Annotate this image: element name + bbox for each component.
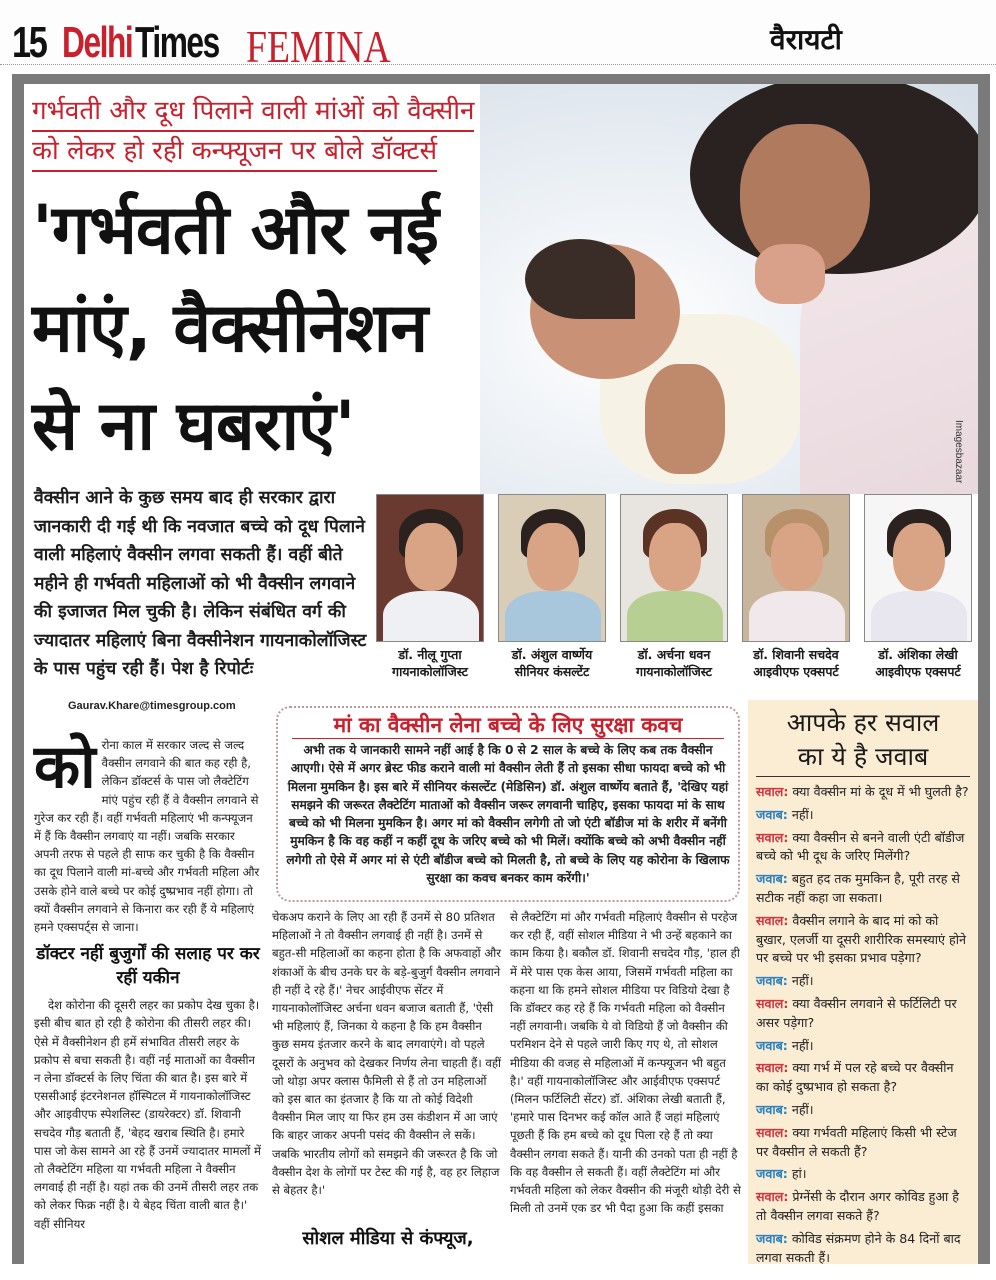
- doctor-photo: [864, 494, 972, 642]
- answer-label: जवाब:: [756, 1166, 788, 1182]
- doctor-role: गायनाकोलॉजिस्ट: [392, 664, 468, 679]
- qa-question: [756, 1124, 970, 1162]
- question-text: प्रेग्नेंसी के दौरान अगर कोविड हुआ है तो वैक्सीन लगवा सकते हैं?: [756, 1189, 959, 1223]
- question-text: क्या वैक्सीन लगवाने से फर्टिलिटी पर असर पड़ेगा?: [756, 995, 957, 1030]
- subheading: डॉक्टर नहीं बुजुर्गों की सलाह पर कर रहीं यकीन: [36, 944, 260, 989]
- doctor-card: [498, 494, 606, 680]
- photo-face: [649, 523, 701, 591]
- answer-text: बहुत हद तक मुमकिन है, पूरी तरह से सटीक नहीं कहा जा सकता।: [756, 871, 960, 905]
- qa-question: [756, 1188, 970, 1226]
- body-text: देश कोरोना की दूसरी लहर का प्रकोप देख चुका है। इसी बीच बात हो रही है कोरोना की तीसरी लहर की। ऐसे में वैक्सीनेशन ही हमें संभावित तीसरी लहर के प्रकोप से बचा सकती है। वहीं नई माताओं का वैक्सीन न लेना डॉक्टर्स के लिए चिंता की बात है। इस बारे में एससीआई इंटरनेशनल हॉस्पिटल में गायनाकोलॉजिस्ट और आइवीएफ स्पेशलिस्ट (डायरेक्टर) डॉ. शिवानी सचदेव गौड़ बताती हैं, 'बेहद खराब स्थिति है। हमारे पास जो केस सामने आ रहे हैं उनमें ज्यादातर मामलों में तो लैक्टेटिंग महिला या गर्भवती महिला ने वैक्सीन लगवाई ही नहीं है। यहां तक की उनमें तीसरी लहर तक को लेकर फिक्र नहीं है। ये बेहद चिंता वाली बात है।' वहीं सीनियर: [34, 998, 261, 1231]
- question-text: वैक्सीन लगाने के बाद मां को को बुखार, एलर्जी या दूसरी शारीरिक समस्याएं होने पर बच्चे पर भी इसका प्रभाव पड़ेगा?: [756, 912, 966, 966]
- box-body: अभी तक ये जानकारी सामने नहीं आई है कि 0 से 2 साल के बच्चे के लिए कब तक वैक्सीन आएगी। ऐसे में अगर ब्रेस्ट फीड कराने वाली मां वैक्सीन लेती हैं तो इसका सीधा फायदा बच्चे को भी मिलना मुमकिन है। इस बारे में सीनियर कंसल्टेंट (मेडिसिन) डॉ. अंशुल वार्ष्णेय बताते हैं, 'देखिए यहां समझने की जरूरत लैक्टेटिंग माताओं को वैक्सीन जरूर लगवानी चाहिए, इसका फायदा मां के साथ बच्चे को भी मिलना मुमकिन है। अगर मां को वैक्सीन लगेगी तो जो एंटी बॉडीज मां के शरीर में बनेंगी मुमकिन है कि वह कहीं न कहीं दूध के जरिए बच्चे को भी मिलें। क्योंकि बच्चे को अभी वैक्सीन नहीं लगेगी तो ऐसे में अगर मां से एंटी बॉडीज बच्चे को मिलती है, तो बच्चे के लिए यह कोरोना के खिलाफ सुरक्षा का कवच बनकर काम करेंगी।': [286, 743, 730, 886]
- qa-question: [756, 912, 970, 968]
- doctor-strip: [372, 494, 978, 694]
- qa-title: [756, 706, 970, 777]
- answer-label: जवाब:: [756, 871, 788, 887]
- doctor-card: [620, 494, 728, 680]
- qa-answer: [756, 806, 970, 825]
- answer-label: जवाब:: [756, 1230, 788, 1246]
- page-number: 15: [12, 18, 46, 67]
- doctor-photo: [498, 494, 606, 642]
- photo-face: [405, 523, 457, 591]
- answer-label: जवाब:: [756, 1037, 788, 1053]
- question-label: सवाल:: [756, 1189, 789, 1205]
- page-frame-right: [978, 74, 990, 1264]
- headline: [32, 182, 552, 476]
- headline-line: से ना घबराएं': [32, 387, 355, 466]
- article-column-1: [34, 732, 262, 1233]
- highlight-box: [276, 706, 740, 902]
- qa-title-line: आपके हर सवाल: [786, 708, 940, 737]
- answer-text: हां।: [791, 1166, 807, 1182]
- qa-sidebar: [748, 700, 978, 1264]
- kicker: [32, 92, 552, 172]
- qa-answer: [756, 1165, 970, 1184]
- qa-question: [756, 783, 970, 802]
- question-label: सवाल:: [756, 1124, 789, 1140]
- question-text: क्या गर्भ में पल रहे बच्चे पर वैक्सीन का कोई दुष्प्रभाव हो सकता है?: [756, 1060, 954, 1095]
- qa-answer: [756, 1037, 970, 1056]
- photo-hand: [755, 244, 825, 304]
- doctor-name: डॉ. अंशुल वार्ष्णेय: [511, 647, 593, 662]
- kicker-line: गर्भवती और दूध पिलाने वाली मांओं को वैक्सीन: [32, 92, 474, 132]
- doctor-name: डॉ. शिवानी सचदेव: [753, 647, 839, 662]
- qa-question: [756, 995, 970, 1033]
- brand-logo-delhi: Delhi: [62, 18, 133, 67]
- subheading: सोशल मीडिया से कंफ्यूज,: [302, 1228, 474, 1249]
- answer-label: जवाब:: [756, 973, 788, 989]
- doctor-role: आइवीएफ एक्सपर्ट: [875, 664, 961, 679]
- qa-answer: [756, 972, 970, 991]
- brand-logo-times: Times: [135, 18, 219, 67]
- headline-line: मांएं, वैक्सीनेशन: [32, 289, 428, 368]
- doctor-photo: [376, 494, 484, 642]
- answer-text: कोविड संक्रमण होने के 84 दिनों बाद लगवा सकती हैं।: [756, 1230, 961, 1264]
- photo-coat: [749, 591, 845, 642]
- page-frame-left: [12, 74, 24, 1264]
- doctor-role: आइवीएफ एक्सपर्ट: [753, 664, 839, 679]
- answer-text: नहीं।: [791, 1101, 814, 1117]
- byline-email[interactable]: Gaurav.Khare@timesgroup.com: [68, 700, 236, 712]
- photo-coat: [627, 591, 723, 642]
- photo-hand: [645, 364, 725, 474]
- brand-logo-femina: FEMINA: [246, 21, 391, 72]
- doctor-card: [864, 494, 972, 680]
- headline-line: 'गर्भवती और नई: [32, 191, 438, 270]
- question-label: सवाल:: [756, 995, 789, 1011]
- doctor-photo: [620, 494, 728, 642]
- question-label: सवाल:: [756, 784, 789, 799]
- body-text: रोना काल में सरकार जल्द से जल्द वैक्सीन लगवाने की बात कह रही है, लेकिन डॉक्टर्स के पास जो लैक्टेटिंग मांएं पहुंच रही हैं वे वैक्सीन लगवाने से गुरेज कर रही हैं। वहीं गर्भवती महिलाएं भी कन्फ्यूजन में हैं कि वैक्सीन लगवाएं या नहीं। जबकि सरकार अपनी तरफ से पहले ही साफ कर चुकी है कि वैक्सीन का दूध पिलाने वाली मां-बच्चे और गर्भवती महिला और उसके होने वाले बच्चे पर कोई दुष्प्रभाव नहीं होगा। तो क्यों वैक्सीन लगवाने से किनारा कर रही हैं ये महिलाएं हमने एक्सपर्ट्स से जाना।: [34, 738, 260, 935]
- qa-title-line: का ये है जवाब: [797, 742, 929, 771]
- answer-text: नहीं।: [791, 806, 814, 822]
- kicker-line: को लेकर हो रही कन्फ्यूजन पर बोले डॉक्टर्स: [32, 132, 437, 172]
- answer-label: जवाब:: [756, 1101, 788, 1117]
- answer-text: नहीं।: [791, 973, 814, 989]
- answer-label: जवाब:: [756, 806, 788, 822]
- photo-coat: [505, 591, 601, 642]
- intro-paragraph: वैक्सीन आने के कुछ समय बाद ही सरकार द्वारा जानकारी दी गई थी कि नवजात बच्चे को दूध पिलाने वाली महिलाएं वैक्सीन लगवा सकती हैं। वहीं बीते महीने ही गर्भवती महिलाओं को भी वैक्सीन लगवाने की इजाजत मिल चुकी है। लेकिन संबंधित वर्ग की ज्यादातर महिलाएं बिना वैक्सीनेशन गायनाकोलॉजिस्ट के पास पहुंच रही हैं। पेश है रिपोर्टः: [34, 488, 367, 679]
- photo-face: [527, 523, 579, 591]
- question-label: सवाल:: [756, 1060, 789, 1076]
- question-text: क्या गर्भवती महिलाएं किसी भी स्टेज पर वैक्सीन ले सकती हैं?: [756, 1124, 957, 1159]
- photo-credit: Imagesbazaar: [953, 420, 964, 484]
- qa-answer: [756, 870, 970, 908]
- doctor-name: डॉ. नीलू गुप्ता: [398, 647, 462, 662]
- page-frame-top: [12, 74, 990, 84]
- doctor-photo: [742, 494, 850, 642]
- answer-text: नहीं।: [791, 1037, 814, 1053]
- question-label: सवाल:: [756, 829, 789, 845]
- drop-cap: को: [34, 732, 96, 802]
- doctor-card: [376, 494, 484, 680]
- doctor-card: [742, 494, 850, 680]
- qa-question: [756, 829, 970, 867]
- qa-answer: [756, 1230, 970, 1264]
- doctor-role: गायनाकोलॉजिस्ट: [636, 664, 712, 679]
- masthead: [0, 0, 996, 72]
- question-text: क्या वैक्सीन से बनने वाली एंटी बॉडीज बच्चे को भी दूध के जरिए मिलेंगी?: [756, 829, 965, 864]
- qa-question: [756, 1059, 970, 1097]
- photo-coat: [383, 591, 479, 642]
- photo-face: [771, 523, 823, 591]
- doctor-name: डॉ. अर्चना धवन: [637, 647, 711, 662]
- box-title: मां का वैक्सीन लेना बच्चे के लिए सुरक्षा कवच: [292, 712, 724, 739]
- section-name: वैरायटी: [770, 23, 842, 56]
- photo-face: [893, 523, 945, 591]
- question-text: क्या वैक्सीन मां के दूध में भी घुलती है?: [792, 784, 969, 799]
- article-column-2: चेकअप कराने के लिए आ रही हैं उनमें से 80 प्रतिशत महिलाओं ने तो वैक्सीन लगवाई ही नहीं है। उनमें से बहुत-सी महिलाओं का कहना होता है कि अफवाहों और शंकाओं के बीच उनके घर के बड़े-बुजुर्ग वैक्सीन लगवाने ही नहीं दे रहे हैं।' नेचर आईवीएफ सेंटर में गायनाकोलॉजिस्ट अर्चना धवन बजाज बताती हैं, 'ऐसी भी महिलाएं हैं, जिनका ये कहना है कि हम वैक्सीन कुछ समय इंतजार करने के बाद लगवाएंगे। वो पहले दूसरों के अनुभव को देखकर निर्णय लेना चाहती हैं। वहीं जो थोड़ा अपर क्लास फैमिली से हैं तो उन महिलाओं को इस बात का इंतजार है कि या तो कोई विदेशी वैक्सीन मिल जाए या फिर हम उस कंडीशन में आ जाएं कि बाहर जाकर अपनी पसंद की वैक्सीन ले सकें। जबकि भारतीय लोगों को समझने की जरूरत है कि जो वैक्सीन देश के लोगों पर टेस्ट की गई है, वह हर लिहाज से बेहतर है।': [272, 910, 502, 1198]
- qa-answer: [756, 1101, 970, 1120]
- doctor-name: डॉ. अंशिका लेखी: [878, 647, 958, 662]
- divider: [0, 64, 996, 66]
- hero-photo-mother-and-baby: [480, 84, 978, 494]
- photo-coat: [871, 591, 967, 642]
- doctor-role: सीनियर कंसल्टेंट: [514, 664, 590, 679]
- article-column-3: से लैक्टेटिंग मां और गर्भवती महिलाएं वैक्सीन से परहेज कर रही हैं, वहीं सोशल मीडिया ने भी उन्हें बहकाने का काम किया है। बकौल डॉ. शिवानी सचदेव गौड़, 'हाल ही में मेरे पास एक केस आया, जिसमें गर्भवती महिला का कहना था कि हमने सोशल मीडिया पर विडियो देखा है कि डॉक्टर कह रहे हैं कि गर्भवती महिला को वैक्सीन नहीं लगवानी। जबकि ये वो विडियो हैं जो वैक्सीन की परमिशन देने से पहले जारी किए गए थे, तो सोशल मीडिया की वजह से महिलाओं में कन्फ्यूजन भी बहुत है।' वहीं गायनाकोलॉजिस्ट और आईवीएफ एक्सपर्ट (मिलन फर्टिलिटी सेंटर) डॉ. अंशिका लेखी बताती हैं, 'हमारे पास दिनभर कई कॉल आते हैं जहां महिलाएं पूछती हैं कि हम बच्चे को दूध पिला रहे हैं तो क्या वैक्सीन लगवा सकते हैं। यानी की उनको पता ही नहीं है कि वह वैक्सीन ले सकती हैं। वहीं लैक्टेटिंग मां और गर्भवती महिला को लेकर वैक्सीन की मंजूरी थोड़ी देरी से मिली तो उनमें एक डर भी पैदा हुआ कि कहीं इसका: [510, 910, 741, 1216]
- question-label: सवाल:: [756, 912, 789, 928]
- qa-list: [756, 783, 970, 1264]
